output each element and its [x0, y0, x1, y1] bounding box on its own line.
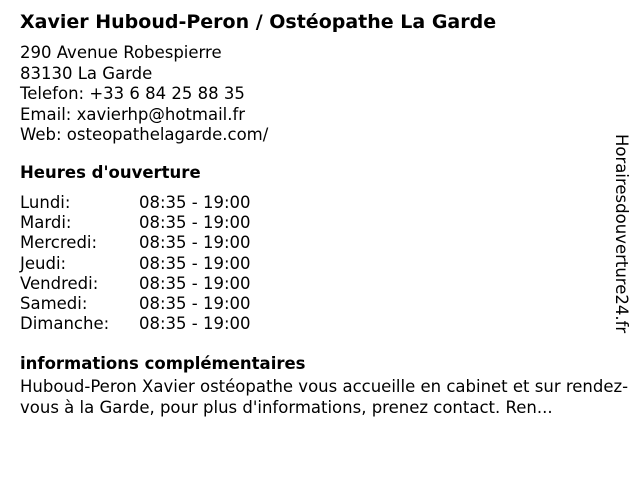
email-text[interactable]: Email: xavierhp@hotmail.fr	[20, 104, 246, 124]
phone-text[interactable]: Telefon: +33 6 84 25 88 35	[20, 84, 245, 103]
site-watermark: Horairesdouverture24.fr	[612, 134, 631, 334]
hours-row-wednesday	[20, 233, 251, 253]
time-value: 08:35 - 19:00	[139, 294, 251, 314]
day-label: Samedi:	[20, 294, 88, 314]
hours-heading: Heures d'ouverture	[20, 163, 201, 182]
info-heading: informations complémentaires	[20, 354, 306, 373]
time-value: 08:35 - 19:00	[139, 193, 251, 212]
hours-row-monday	[20, 193, 251, 213]
hours-row-thursday	[20, 254, 251, 274]
time-value: 08:35 - 19:00	[139, 233, 251, 253]
hours-table	[20, 193, 251, 334]
time-value: 08:35 - 19:00	[139, 314, 251, 334]
time-value: 08:35 - 19:00	[139, 213, 251, 233]
time-value: 08:35 - 19:00	[139, 253, 251, 273]
day-label: Mardi:	[20, 213, 72, 233]
hours-row-saturday	[20, 294, 251, 314]
day-label: Lundi:	[20, 193, 71, 212]
hours-row-friday	[20, 274, 251, 294]
page-title: Xavier Huboud-Peron / Ostéopathe La Garde	[20, 11, 497, 33]
address-city: 83130 La Garde	[20, 63, 153, 83]
day-label: Jeudi:	[20, 253, 67, 273]
website-text[interactable]: Web: osteopathelagarde.com/	[20, 125, 269, 144]
description-text: Huboud-Peron Xavier ostéopathe vous accueille en cabinet et sur rendez-vous à la Garde, pour plus d'informations, prenez contact. Ren...	[20, 377, 629, 417]
day-label: Vendredi:	[20, 273, 99, 293]
time-value: 08:35 - 19:00	[139, 273, 251, 293]
day-label: Dimanche:	[20, 314, 110, 334]
day-label: Mercredi:	[20, 233, 98, 253]
contact-block	[20, 43, 268, 146]
hours-row-tuesday	[20, 213, 251, 233]
hours-row-sunday	[20, 314, 251, 334]
address-street: 290 Avenue Robespierre	[20, 43, 222, 62]
